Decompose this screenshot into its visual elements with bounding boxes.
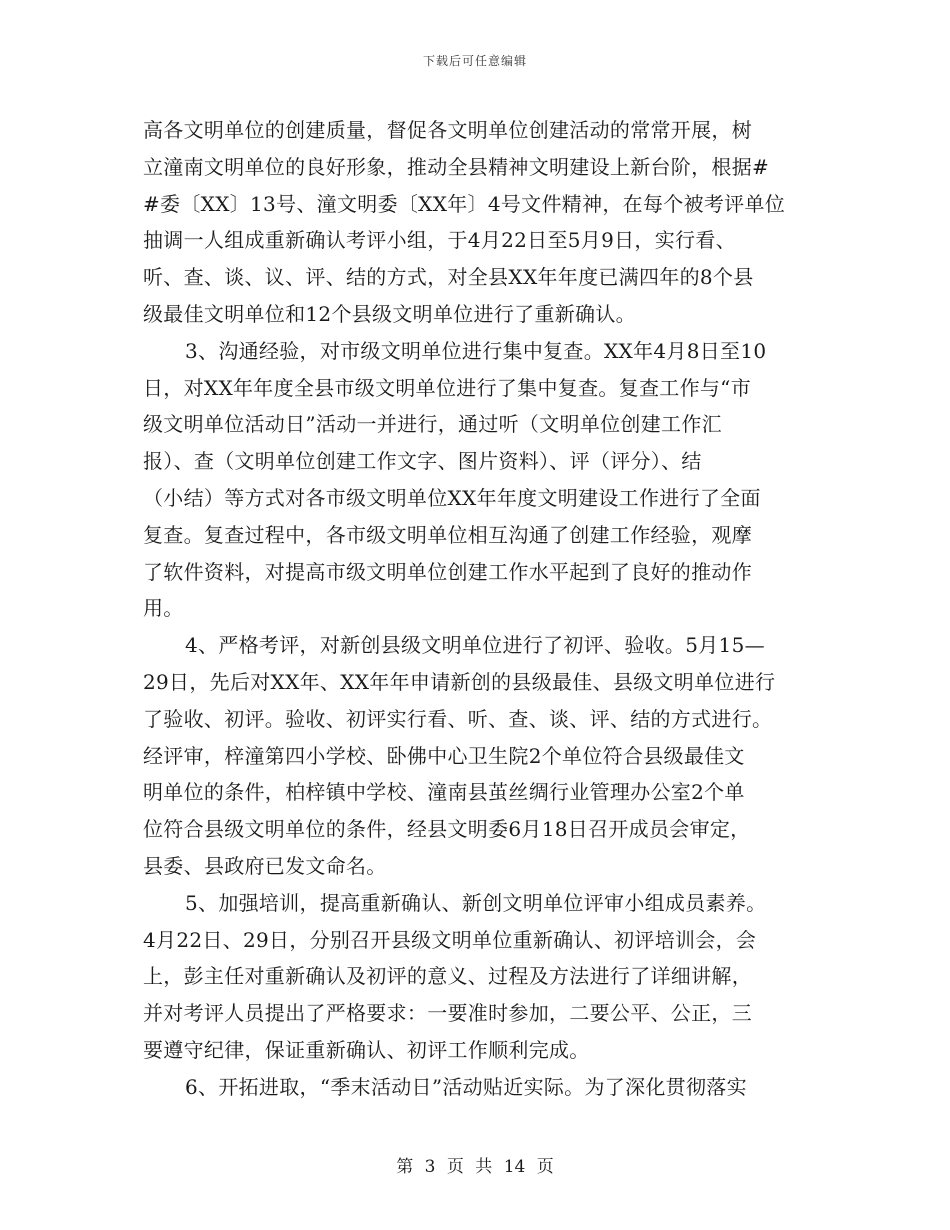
paragraph-6-start: 6、开拓进取，“季末活动日”活动贴近实际。为了深化贯彻落实: [185, 1074, 747, 1099]
paragraph-3-start: 3、沟通经验，对市级文明单位进行集中复查。XX年4月8日至10: [185, 338, 767, 363]
paragraph-5-start: 5、加强培训，提高重新确认、新创文明单位评审小组成员素养。: [185, 890, 767, 915]
text-line: #委〔XX〕13号、潼文明委〔XX年〕4号文件精神，在每个被考评单位: [143, 191, 786, 216]
text-line: 日，对XX年年度全县市级文明单位进行了集中复查。复查工作与“市: [143, 375, 752, 400]
text-line: 级最佳文明单位和12个县级文明单位进行了重新确认。: [143, 301, 636, 326]
text-line: 复查。复查过程中，各市级文明单位相互沟通了创建工作经验，观摩: [143, 522, 752, 547]
paragraph-4-start: 4、严格考评，对新创县级文明单位进行了初评、验收。5月15—: [185, 633, 765, 658]
text-line: 29日，先后对XX年、XX年年申请新创的县级最佳、县级文明单位进行: [143, 669, 776, 694]
page-header: 下载后可任意编辑: [422, 54, 527, 68]
text-line: 并对考评人员提出了严格要求：一要准时参加，二要公平、公正，三: [143, 1001, 752, 1026]
page-number: 第 3 页 共 14 页: [396, 1157, 554, 1177]
text-line: （小结）等方式对各市级文明单位XX年年度文明建设工作进行了全面: [143, 485, 761, 510]
text-line: 明单位的条件，柏梓镇中学校、潼南县茧丝绸行业管理办公室2个单: [143, 780, 745, 805]
text-line: 县委、县政府已发文命名。: [143, 853, 387, 878]
text-line: 了验收、初评。验收、初评实行看、听、查、谈、评、结的方式进行。: [143, 706, 773, 731]
text-line: 报）、查（文明单位创建工作文字、图片资料）、评（评分）、结: [143, 449, 702, 474]
text-line: 听、查、谈、议、评、结的方式，对全县XX年年度已满四年的8个县: [143, 265, 754, 290]
text-line: 高各文明单位的创建质量，督促各文明单位创建活动的常常开展，树: [143, 118, 752, 142]
text-line: 4月22日、29日，分别召开县级文明单位重新确认、初评培训会，会: [143, 927, 757, 952]
document-body: [143, 112, 811, 1106]
text-line: 上，彭主任对重新确认及初评的意义、过程及方法进行了详细讲解，: [143, 964, 752, 989]
text-line: 经评审，梓潼第四小学校、卧佛中心卫生院2个单位符合县级最佳文: [143, 743, 745, 768]
text-line: 要遵守纪律，保证重新确认、初评工作顺利完成。: [143, 1037, 590, 1062]
text-line: 立潼南文明单位的良好形象，推动全县精神文明建设上新台阶，根据#: [143, 154, 770, 179]
text-line: 了软件资料，对提高市级文明单位创建工作水平起到了良好的推动作: [143, 559, 752, 584]
text-line: 抽调一人组成重新确认考评小组，于4月22日至5月9日，实行看、: [143, 228, 736, 253]
text-line: 位符合县级文明单位的条件，经县文明委6月18日召开成员会审定，: [143, 817, 751, 842]
text-line: 用。: [143, 596, 184, 621]
text-line: 级文明单位活动日”活动一并进行，通过听（文明单位创建工作汇: [143, 412, 722, 437]
